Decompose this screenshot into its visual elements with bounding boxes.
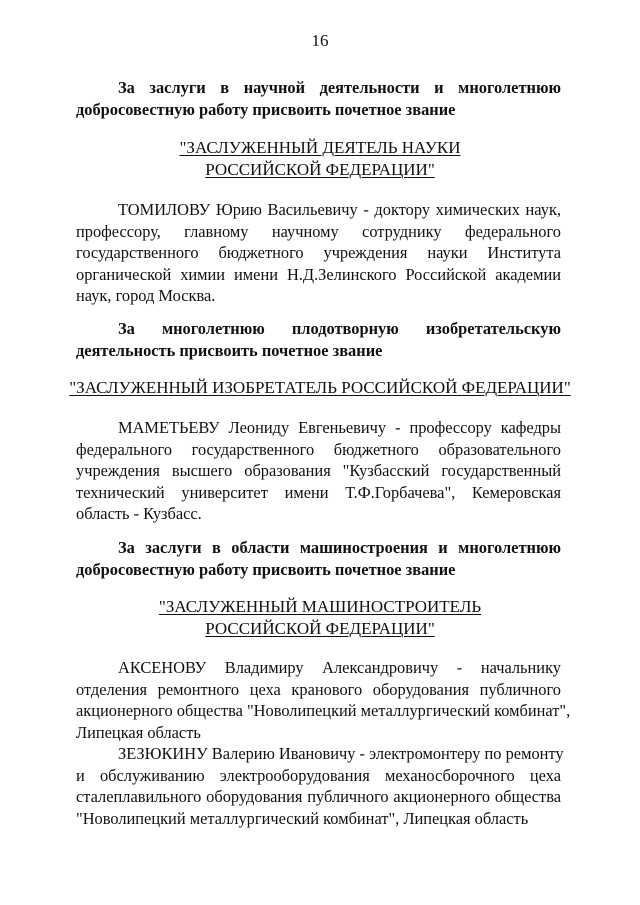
awardee-line: акционерного общества "Новолипецкий металлургический комбинат",: [76, 701, 571, 720]
intro-line: добросовестную работу присвоить почетное звание: [76, 99, 456, 119]
awardee-line: АКСЕНОВУ Владимиру Александровичу - начальнику: [118, 658, 561, 677]
title-line: "ЗАСЛУЖЕННЫЙ МАШИНОСТРОИТЕЛЬ: [158, 597, 482, 616]
honorary-title: [0, 377, 640, 399]
section-intro: [76, 318, 561, 361]
awardee-line: и обслуживанию электрооборудования механосборочного цеха: [76, 765, 561, 785]
section-intro: [76, 537, 561, 580]
awardee-line: ТОМИЛОВУ Юрию Васильевичу - доктору химических наук,: [118, 200, 561, 219]
awardee-paragraph: [76, 417, 561, 525]
awardee-line: сталеплавильного оборудования публичного акционерного общества: [76, 787, 561, 806]
intro-line: За заслуги в области машиностроения и многолетнюю: [118, 538, 561, 557]
title-line: РОССИЙСКОЙ ФЕДЕРАЦИИ": [205, 618, 435, 638]
awardee-line: органической химии имени Н.Д.Зелинского Российской академии: [76, 264, 561, 284]
awardee-line: федерального государственного бюджетного образовательного: [76, 439, 561, 459]
honorary-title: [0, 137, 640, 180]
awardee-line: ЗЕЗЮКИНУ Валерию Ивановичу - электромонтеру по ремонту: [118, 744, 564, 763]
awardee-paragraph: [76, 743, 564, 829]
title-line: "ЗАСЛУЖЕННЫЙ ИЗОБРЕТАТЕЛЬ РОССИЙСКОЙ ФЕДЕРАЦИИ": [69, 378, 571, 397]
awardee-line: отделения ремонтного цеха кранового оборудования публичного: [76, 679, 561, 699]
intro-line: За многолетнюю плодотворную изобретательскую: [118, 319, 561, 338]
awardee-line: Липецкая область: [76, 722, 201, 742]
awardee-line: "Новолипецкий металлургический комбинат", Липецкая область: [76, 808, 529, 828]
page-number: 16: [311, 31, 329, 50]
title-line: "ЗАСЛУЖЕННЫЙ ДЕЯТЕЛЬ НАУКИ: [179, 138, 461, 157]
section-intro: [76, 77, 561, 120]
awardee-line: наук, город Москва.: [76, 286, 216, 305]
intro-line: За заслуги в научной деятельности и многолетнюю: [118, 78, 561, 97]
awardee-line: область - Кузбасс.: [76, 504, 202, 523]
awardee-line: государственного бюджетного учреждения науки Института: [76, 243, 561, 262]
awardee-line: технический университет имени Т.Ф.Горбачева", Кемеровская: [76, 482, 561, 502]
awardee-paragraph: [76, 199, 561, 307]
awardee-line: профессору, главному научному сотруднику федерального: [76, 221, 561, 241]
intro-line: добросовестную работу присвоить почетное звание: [76, 559, 456, 579]
title-line: РОССИЙСКОЙ ФЕДЕРАЦИИ": [205, 159, 435, 179]
awardee-line: учреждения высшего образования "Кузбасский государственный: [76, 461, 561, 480]
awardee-line: МАМЕТЬЕВУ Леониду Евгеньевичу - профессору кафедры: [118, 418, 561, 437]
awardee-paragraph: [76, 657, 571, 743]
intro-line: деятельность присвоить почетное звание: [76, 340, 383, 360]
honorary-title: [0, 596, 640, 639]
